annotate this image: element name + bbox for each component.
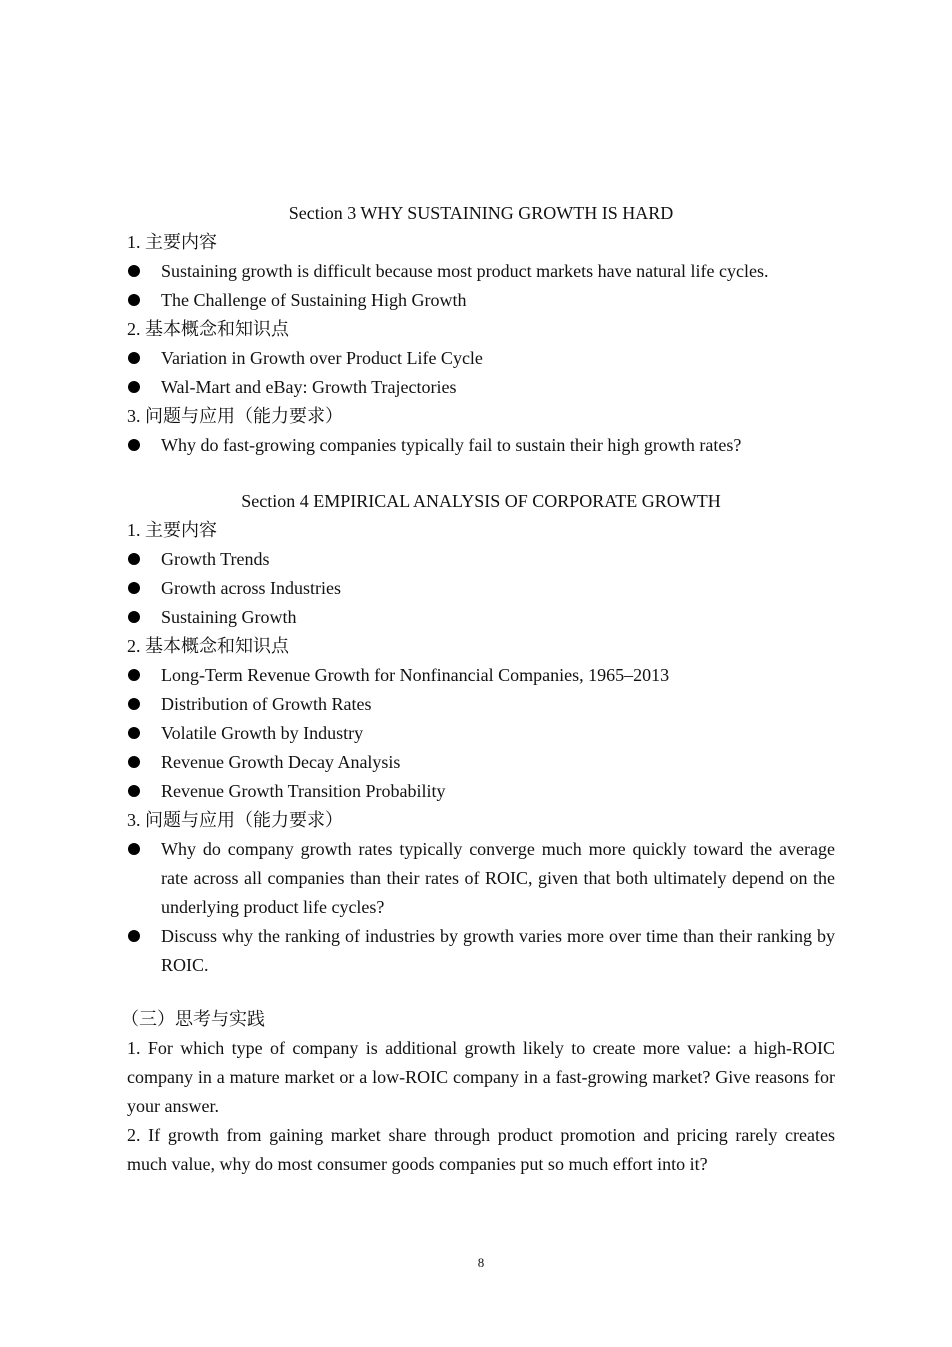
bullet-icon	[128, 669, 140, 681]
section-4-main-content-list	[127, 545, 835, 632]
section-3-title: Section 3 WHY SUSTAINING GROWTH IS HARD	[288, 203, 674, 223]
section-4-main-content-heading: 1. 主要内容	[127, 520, 217, 540]
practice-question: 1. For which type of company is additional growth likely to create more value: a high-ROIC company in a mature market or a low-ROIC company in a fast-growing market? Give reasons for your answer.	[127, 1038, 835, 1116]
section-4-body	[127, 516, 835, 980]
list-item: Discuss why the ranking of industries by growth varies more over time than their ranking by ROIC.	[127, 922, 835, 980]
list-item: Growth across Industries	[127, 574, 835, 603]
bullet-icon	[128, 930, 140, 942]
section-4-concepts-list	[127, 661, 835, 806]
bullet-icon	[128, 756, 140, 768]
section-3-main-content-list	[127, 257, 835, 315]
bullet-icon	[128, 439, 140, 451]
list-item: Wal-Mart and eBay: Growth Trajectories	[127, 373, 835, 402]
bullet-icon	[128, 727, 140, 739]
section-3-concepts-list	[127, 344, 835, 402]
section-3-body	[127, 228, 835, 460]
list-item: Sustaining growth is difficult because most product markets have natural life cycles.	[127, 257, 835, 286]
list-item: Variation in Growth over Product Life Cycle	[127, 344, 835, 373]
section-4-concepts-heading: 2. 基本概念和知识点	[127, 636, 289, 656]
bullet-icon	[128, 553, 140, 565]
section-3-questions-heading: 3. 问题与应用（能力要求）	[127, 406, 343, 426]
section-3-concepts-heading: 2. 基本概念和知识点	[127, 319, 289, 339]
page-number: 8	[477, 1255, 485, 1270]
section-4-questions-list	[127, 835, 835, 980]
list-item: Volatile Growth by Industry	[127, 719, 835, 748]
bullet-icon	[128, 698, 140, 710]
bullet-icon	[128, 352, 140, 364]
bullet-icon	[128, 611, 140, 623]
list-item: Sustaining Growth	[127, 603, 835, 632]
list-item: Why do fast-growing companies typically fail to sustain their high growth rates?	[127, 431, 835, 460]
section-3-main-content-heading: 1. 主要内容	[127, 232, 217, 252]
section-4-questions-heading: 3. 问题与应用（能力要求）	[127, 810, 343, 830]
list-item: Distribution of Growth Rates	[127, 690, 835, 719]
bullet-icon	[128, 582, 140, 594]
section-3-questions-list	[127, 431, 835, 460]
bullet-icon	[128, 843, 140, 855]
list-item: Why do company growth rates typically converge much more quickly toward the average rate across all companies than their rates of ROIC, given that both ultimately depend on the underlying product life cycles?	[127, 835, 835, 922]
list-item: The Challenge of Sustaining High Growth	[127, 286, 835, 315]
list-item: Long-Term Revenue Growth for Nonfinancial Companies, 1965–2013	[127, 661, 835, 690]
bullet-icon	[128, 785, 140, 797]
section-4-title: Section 4 EMPIRICAL ANALYSIS OF CORPORATE GROWTH	[241, 491, 721, 511]
practice-section	[121, 1005, 835, 1179]
bullet-icon	[128, 265, 140, 277]
practice-heading: （三）思考与实践	[121, 1009, 265, 1029]
list-item: Revenue Growth Transition Probability	[127, 777, 835, 806]
bullet-icon	[128, 381, 140, 393]
bullet-icon	[128, 294, 140, 306]
list-item: Revenue Growth Decay Analysis	[127, 748, 835, 777]
list-item: Growth Trends	[127, 545, 835, 574]
practice-question: 2. If growth from gaining market share through product promotion and pricing rarely creates much value, why do most consumer goods companies put so much effort into it?	[127, 1125, 835, 1174]
